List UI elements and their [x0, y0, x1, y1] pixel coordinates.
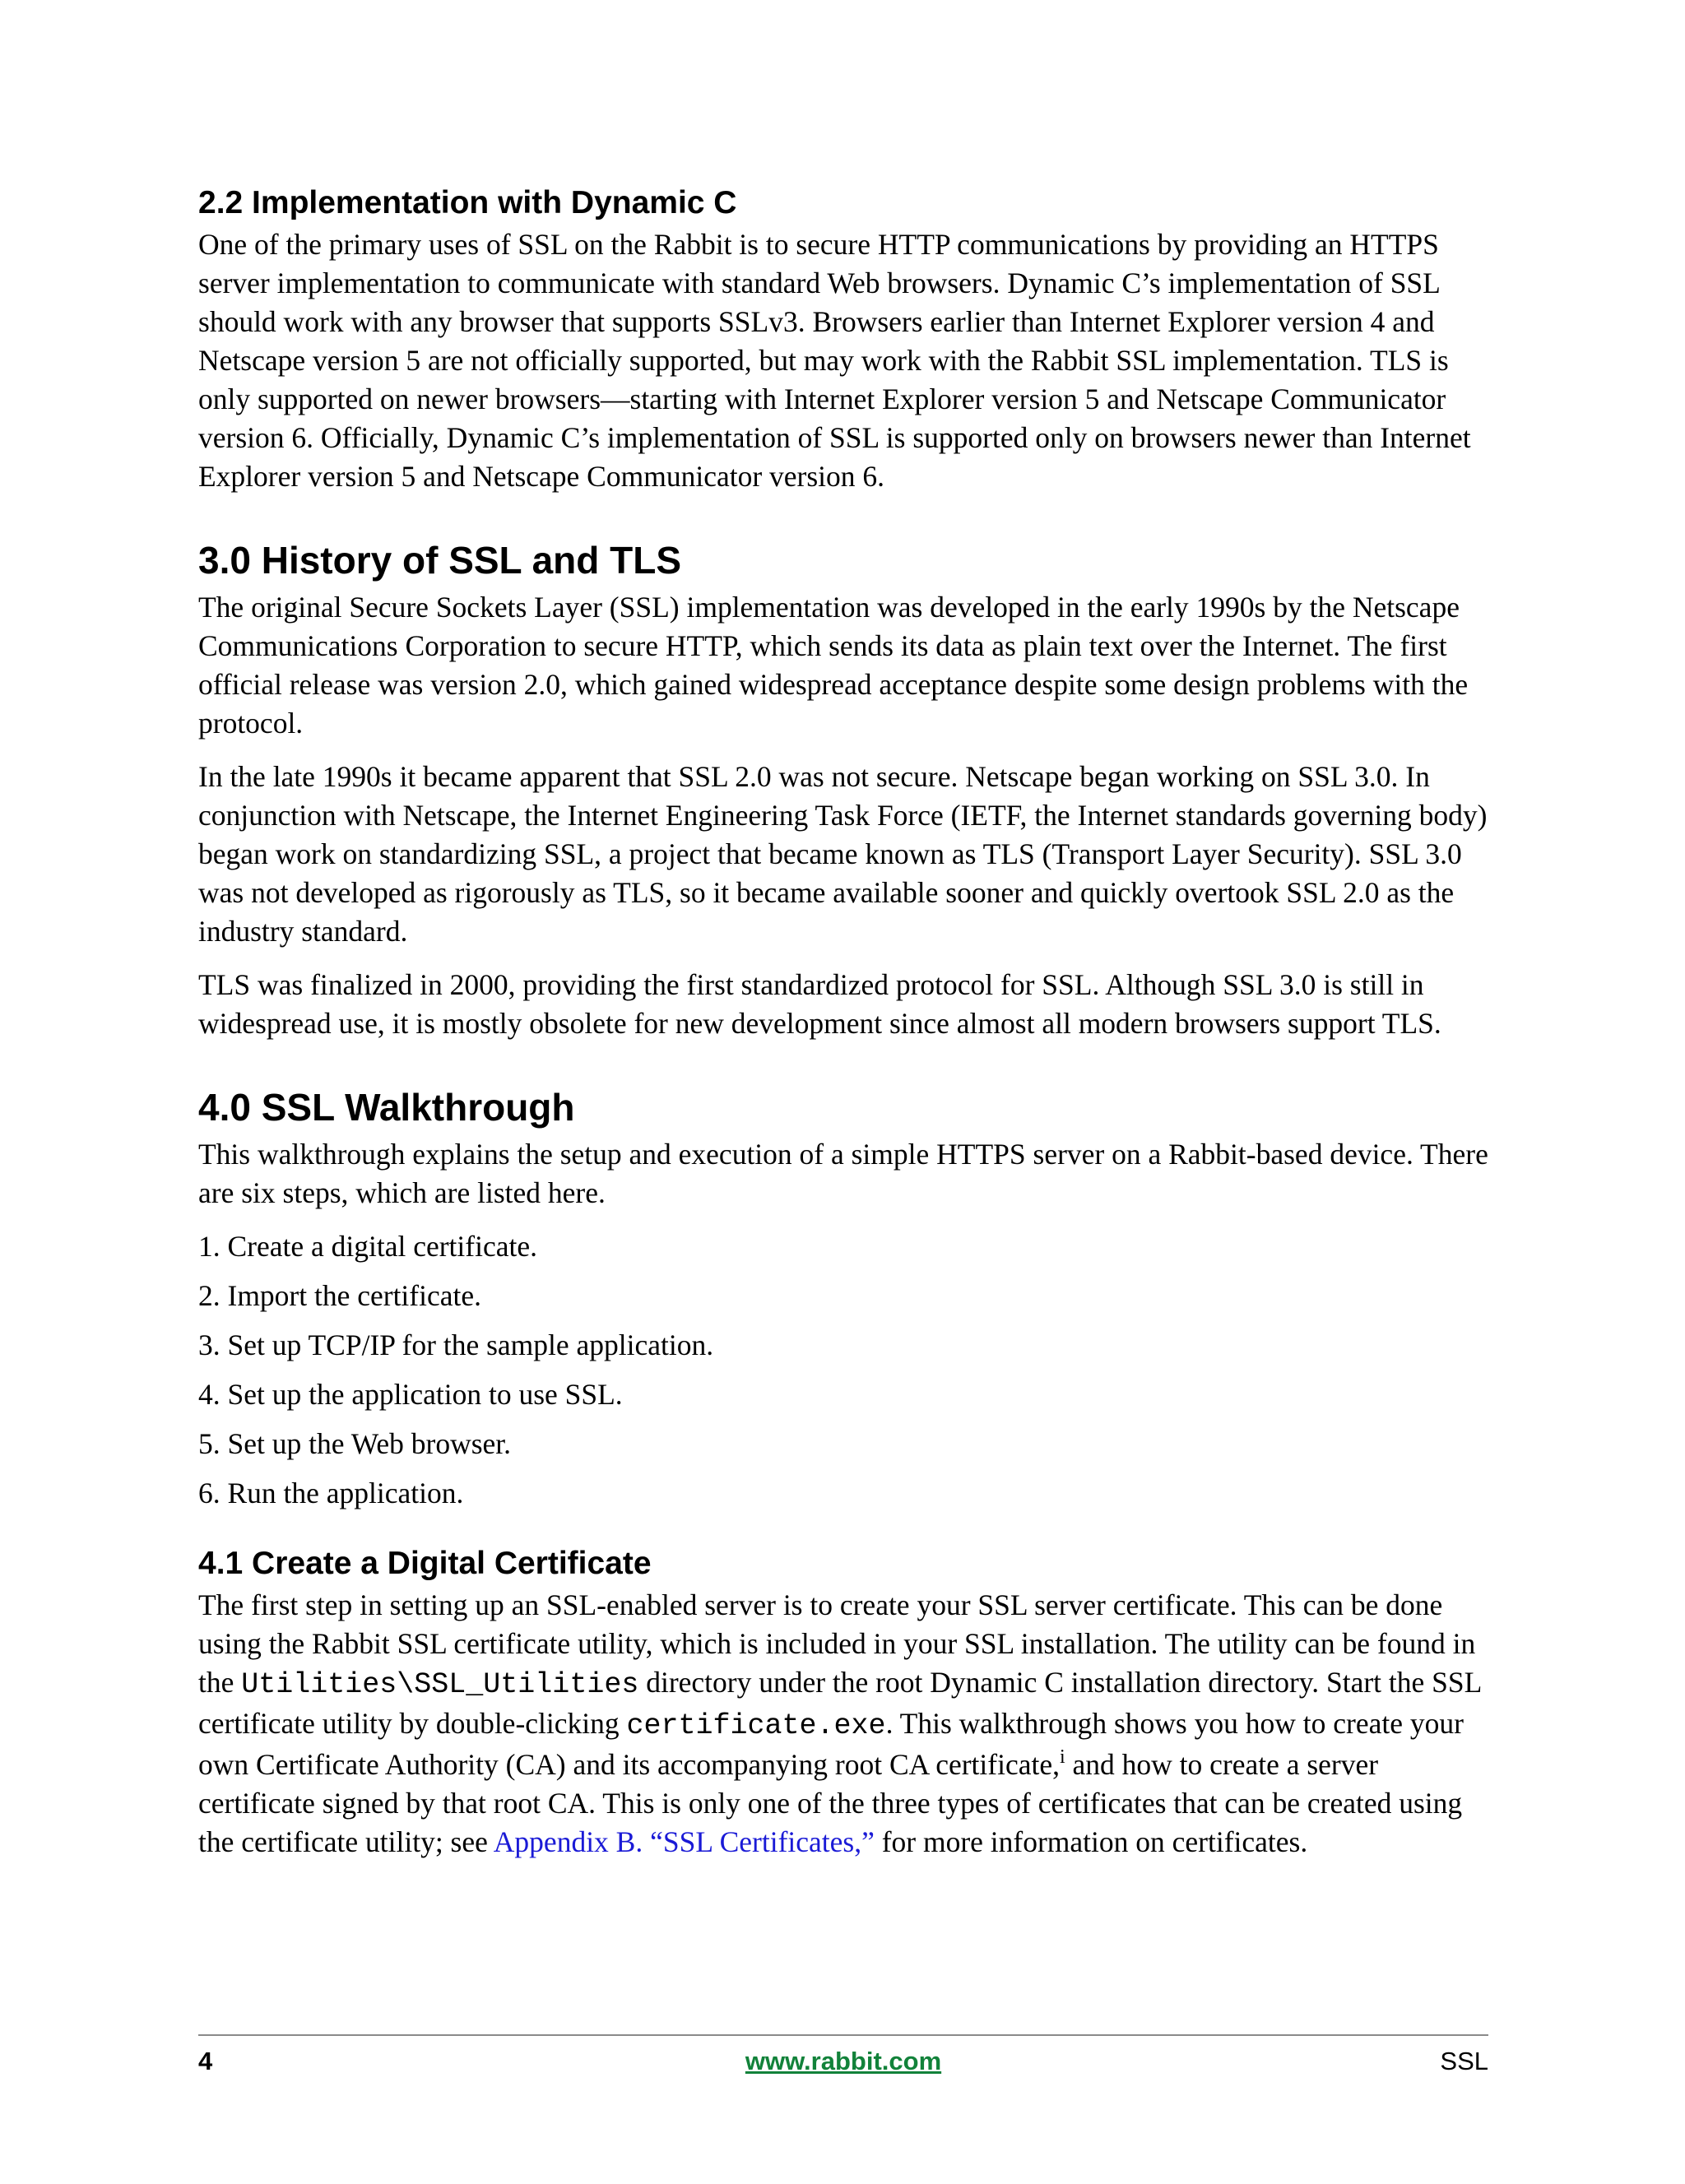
section-4-1-text-1: The first step in setting up an SSL-enabled server is to create your SSL server certificate. This can be done using the Rabbit SSL certificate utility, which is included in your SSL installation. The utility can be found in the — [198, 1588, 1476, 1699]
footer-divider — [198, 2034, 1488, 2036]
walkthrough-steps-list — [198, 1227, 1488, 1513]
list-item: 4. Set up the application to use SSL. — [198, 1378, 623, 1411]
page-footer — [198, 2045, 1488, 2078]
certificate-exe-filename: certificate.exe — [626, 1709, 886, 1742]
section-3-0-paragraph-1: The original Secure Sockets Layer (SSL) implementation was developed in the early 1990s by the Netscape Communications Corporation to secure HTTP, which sends its data as plain text over the Internet. The first official release was version 2.0, which gained widespread acceptance despite some design problems with the protocol. — [198, 591, 1469, 740]
section-4-1-text-5: for more information on certificates. — [874, 1825, 1308, 1858]
website-link[interactable]: www.rabbit.com — [745, 2047, 942, 2075]
section-4-1-heading: 4.1 Create a Digital Certificate — [198, 1546, 652, 1581]
footnote-marker[interactable]: i — [1059, 1746, 1065, 1768]
section-4-1-paragraph — [198, 1586, 1488, 1862]
section-2-2-paragraph: One of the primary uses of SSL on the Rabbit is to secure HTTP communications by providing an HTTPS server implementation to communicate with standard Web browsers. Dynamic C’s implementation of SSL should work with any browser that supports SSLv3. Browsers earlier than Internet Explorer version 4 and Netscape version 5 are not officially supported, but may work with the Rabbit SSL implementation. TLS is only supported on newer browsers—starting with Internet Explorer version 5 and Netscape Communicator version 6. Officially, Dynamic C’s implementation of SSL is supported only on browsers newer than Internet Explorer version 5 and Netscape Communicator version 6. — [198, 228, 1471, 493]
section-2-2-heading: 2.2 Implementation with Dynamic C — [198, 185, 737, 220]
appendix-b-link[interactable]: Appendix B. “SSL Certificates,” — [493, 1825, 875, 1858]
list-item: 5. Set up the Web browser. — [198, 1427, 512, 1460]
page-content — [198, 183, 1488, 1862]
page-number: 4 — [198, 2047, 213, 2075]
document-title: SSL — [1440, 2047, 1488, 2075]
list-item: 1. Create a digital certificate. — [198, 1230, 537, 1263]
list-item: 2. Import the certificate. — [198, 1279, 481, 1312]
list-item: 3. Set up TCP/IP for the sample application. — [198, 1328, 714, 1361]
list-item: 6. Run the application. — [198, 1477, 464, 1509]
section-4-1-text-4: and how to create a server certificate signed by that root CA. This is only one of the three types of certificates that can be created using the certificate utility; see — [198, 1748, 1463, 1858]
section-4-1-text-3: . This walkthrough shows you how to create your own Certificate Authority (CA) and its accompanying root CA certificate, — [198, 1707, 1464, 1781]
section-3-0-paragraph-2: In the late 1990s it became apparent that SSL 2.0 was not secure. Netscape began working on SSL 3.0. In conjunction with Netscape, the Internet Engineering Task Force (IETF, the Internet standards governing body) began work on standardizing SSL, a project that became known as TLS (Transport Layer Security). SSL 3.0 was not developed as rigorously as TLS, so it became available sooner and quickly overtook SSL 2.0 as the industry standard. — [198, 760, 1488, 948]
section-3-0-heading: 3.0 History of SSL and TLS — [198, 539, 682, 582]
section-4-0-intro: This walkthrough explains the setup and execution of a simple HTTPS server on a Rabbit-based device. There are six steps, which are listed here. — [198, 1138, 1488, 1209]
section-4-1-text-2: directory under the root Dynamic C installation directory. Start the SSL certificate utility by double-clicking — [198, 1666, 1482, 1740]
section-4-0-heading: 4.0 SSL Walkthrough — [198, 1086, 575, 1129]
utilities-directory-path: Utilities\SSL_Utilities — [241, 1668, 639, 1701]
section-3-0-paragraph-3: TLS was finalized in 2000, providing the first standardized protocol for SSL. Although SSL 3.0 is still in widespread use, it is mostly obsolete for new development since almost all modern browsers support TLS. — [198, 968, 1441, 1040]
